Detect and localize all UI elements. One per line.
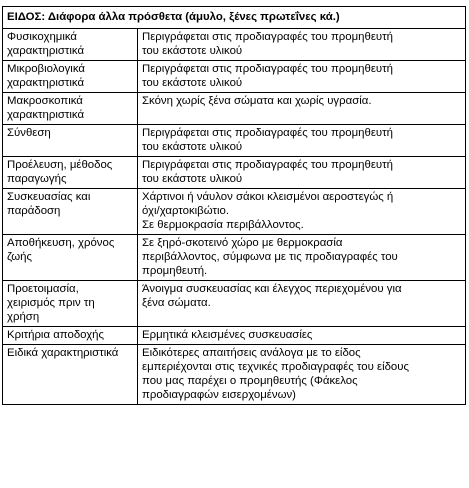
row-value-line: του εκάστοτε υλικού <box>142 173 243 185</box>
row-value-line: προδιαγραφών εισερχομένων) <box>142 389 296 401</box>
row-value-cell <box>138 189 466 235</box>
row-value-line: Περιγράφεται στις προδιαγραφές του προμηθευτή <box>142 127 393 139</box>
row-label-line: Αποθήκευση, χρόνος <box>7 237 115 249</box>
table-row <box>3 93 466 125</box>
row-label-line: Μικροβιολογικά <box>7 63 85 75</box>
table-row <box>3 189 466 235</box>
specification-table-body <box>3 7 466 405</box>
row-label-line: Φυσικοχημικά <box>7 31 78 43</box>
row-label-line: παραγωγής <box>7 173 67 185</box>
table-row <box>3 281 466 327</box>
table-row <box>3 61 466 93</box>
row-value-line: προμηθευτή. <box>142 265 208 277</box>
row-value-line: Περιγράφεται στις προδιαγραφές του προμηθευτή <box>142 31 393 43</box>
row-value-line: Χάρτινοι ή νάυλον σάκοι κλεισμένοι αεροστεγώς ή <box>142 191 394 203</box>
row-value-cell <box>138 125 466 157</box>
row-value-line: όχι/χαρτοκιβώτιο. <box>142 205 229 217</box>
row-value-cell <box>138 327 466 345</box>
row-value-cell <box>138 93 466 125</box>
row-value-line: Ερμητικά κλεισμένες συσκευασίες <box>142 329 313 341</box>
table-row <box>3 235 466 281</box>
row-value-line: Σε ξηρό-σκοτεινό χώρο με θερμοκρασία <box>142 237 343 249</box>
row-value-line: που μας παρέχει ο προμηθευτής (Φάκελος <box>142 375 358 387</box>
row-label-line: Μακροσκοπικά <box>7 95 83 107</box>
row-label-line: χαρακτηριστικά <box>7 77 85 89</box>
table-title-row <box>3 7 466 29</box>
row-label-cell <box>3 281 138 327</box>
row-label-cell <box>3 345 138 405</box>
table-row <box>3 125 466 157</box>
row-value-line: Σε θερμοκρασία περιβάλλοντος. <box>142 219 304 231</box>
row-value-line: Σκόνη χωρίς ξένα σώματα και χωρίς υγρασία. <box>142 95 372 107</box>
row-label-cell <box>3 327 138 345</box>
row-value-line: Ειδικότερες απαιτήσεις ανάλογα με το είδος <box>142 347 361 359</box>
table-title: ΕΙΔΟΣ: Διάφορα άλλα πρόσθετα (άμυλο, ξένες πρωτεΐνες κά.) <box>3 7 466 29</box>
row-value-line: του εκάστοτε υλικού <box>142 45 243 57</box>
row-value-line: του εκάστοτε υλικού <box>142 141 243 153</box>
row-value-line: περιβάλλοντος, σύμφωνα με τις προδιαγραφές του <box>142 251 398 263</box>
table-row <box>3 345 466 405</box>
row-label-cell <box>3 93 138 125</box>
row-label-line: Σύνθεση <box>7 127 51 139</box>
row-value-line: του εκάστοτε υλικού <box>142 77 243 89</box>
table-row <box>3 157 466 189</box>
row-label-cell <box>3 157 138 189</box>
row-value-line: Περιγράφεται στις προδιαγραφές του προμηθευτή <box>142 63 393 75</box>
table-row <box>3 29 466 61</box>
row-value-cell <box>138 29 466 61</box>
row-label-cell <box>3 235 138 281</box>
row-value-line: εμπεριέχονται στις τεχνικές προδιαγραφές του είδους <box>142 361 409 373</box>
row-label-line: Συσκευασίας και <box>7 191 91 203</box>
row-label-line: χειρισμός πριν τη <box>7 297 95 309</box>
row-label-cell <box>3 189 138 235</box>
row-label-line: Κριτήρια αποδοχής <box>7 329 104 341</box>
table-row <box>3 327 466 345</box>
row-label-line: ζωής <box>7 251 32 263</box>
row-value-cell <box>138 345 466 405</box>
row-label-cell <box>3 125 138 157</box>
row-value-cell <box>138 61 466 93</box>
row-label-cell <box>3 61 138 93</box>
row-label-line: Προετοιμασία, <box>7 283 79 295</box>
row-label-line: Ειδικά χαρακτηριστικά <box>7 347 119 359</box>
row-label-line: Προέλευση, μέθοδος <box>7 159 113 171</box>
row-value-line: Περιγράφεται στις προδιαγραφές του προμηθευτή <box>142 159 393 171</box>
row-value-cell <box>138 157 466 189</box>
row-value-cell <box>138 281 466 327</box>
row-label-line: χαρακτηριστικά <box>7 45 85 57</box>
row-label-cell <box>3 29 138 61</box>
row-label-line: παράδοση <box>7 205 61 217</box>
row-value-line: ξένα σώματα. <box>142 297 211 309</box>
row-label-line: χαρακτηριστικά <box>7 109 85 121</box>
row-value-cell <box>138 235 466 281</box>
specification-table <box>2 6 466 405</box>
row-value-line: Άνοιγμα συσκευασίας και έλεγχος περιεχομένου για <box>142 283 402 295</box>
row-label-line: χρήση <box>7 311 40 323</box>
